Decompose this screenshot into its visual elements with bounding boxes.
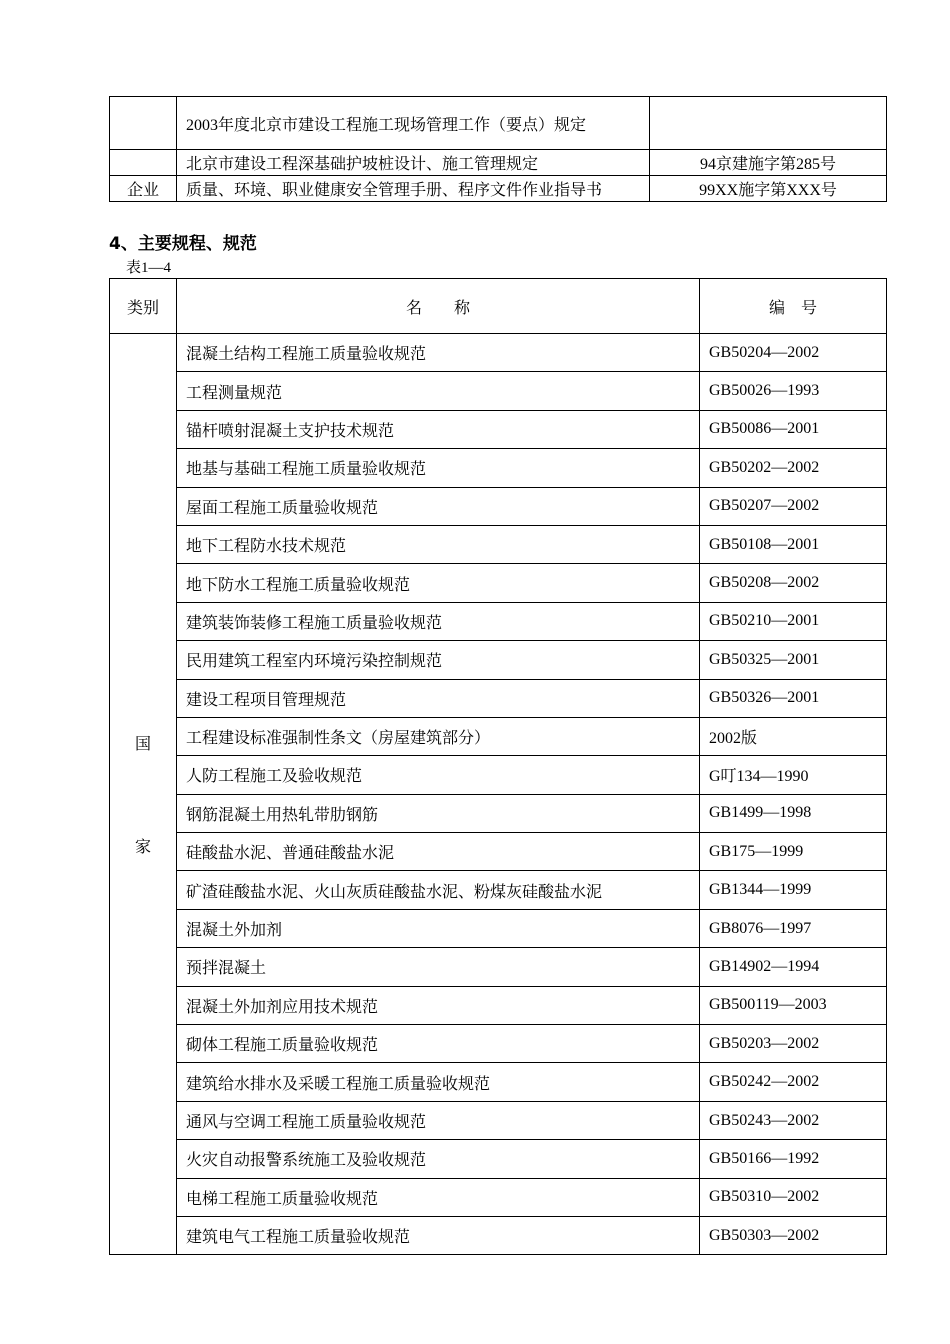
table-row: [110, 564, 887, 602]
table-row: [110, 1216, 887, 1254]
table-row: [110, 487, 887, 525]
code-cell: GB50202—2002: [700, 449, 887, 487]
code-cell: GB50166—1992: [700, 1140, 887, 1178]
code-cell: GB500119—2003: [700, 986, 887, 1024]
name-cell: 质量、环境、职业健康安全管理手册、程序文件作业指导书: [177, 176, 650, 202]
category-char: 国: [134, 736, 151, 754]
code-cell: 2002版: [700, 717, 887, 755]
table-row: [110, 1140, 887, 1178]
regulations-table-continued: [109, 96, 887, 202]
code-cell: 94京建施字第285号: [650, 150, 887, 176]
name-cell: 建筑给水排水及采暖工程施工质量验收规范: [177, 1063, 700, 1101]
name-cell: 火灾自动报警系统施工及验收规范: [177, 1140, 700, 1178]
name-cell: 人防工程施工及验收规范: [177, 756, 700, 794]
code-cell: GB50210—2001: [700, 602, 887, 640]
table-row: [110, 641, 887, 679]
table-row: [110, 449, 887, 487]
name-cell: 民用建筑工程室内环境污染控制规范: [177, 641, 700, 679]
name-cell: 通风与空调工程施工质量验收规范: [177, 1101, 700, 1139]
category-char: 家: [134, 839, 151, 857]
code-cell: GB50243—2002: [700, 1101, 887, 1139]
table-row: [110, 150, 887, 176]
table-row: [110, 1178, 887, 1216]
name-cell: 混凝土外加剂: [177, 909, 700, 947]
name-cell: 混凝土结构工程施工质量验收规范: [177, 334, 700, 372]
name-cell: 矿渣硅酸盐水泥、火山灰质硅酸盐水泥、粉煤灰硅酸盐水泥: [177, 871, 700, 909]
table-row: [110, 602, 887, 640]
name-cell: 建筑电气工程施工质量验收规范: [177, 1216, 700, 1254]
table-row: [110, 909, 887, 947]
code-cell: GB50086—2001: [700, 410, 887, 448]
code-cell: GB1499—1998: [700, 794, 887, 832]
table-row: [110, 97, 887, 150]
code-cell: GB175—1999: [700, 833, 887, 871]
table-row: [110, 410, 887, 448]
name-cell: 锚杆喷射混凝土支护技术规范: [177, 410, 700, 448]
name-cell: 钢筋混凝土用热轧带肋钢筋: [177, 794, 700, 832]
table-row: [110, 948, 887, 986]
category-cell: [110, 97, 177, 150]
table-row: [110, 833, 887, 871]
table-row: [110, 372, 887, 410]
name-cell: 电梯工程施工质量验收规范: [177, 1178, 700, 1216]
section-heading: 4、主要规程、规范: [109, 234, 257, 254]
name-cell: 预拌混凝土: [177, 948, 700, 986]
code-cell: GB50325—2001: [700, 641, 887, 679]
table-row: [110, 794, 887, 832]
name-cell: 地下防水工程施工质量验收规范: [177, 564, 700, 602]
code-cell: GB50204—2002: [700, 334, 887, 372]
header-name: 名 称: [177, 279, 700, 334]
name-cell: 砌体工程施工质量验收规范: [177, 1025, 700, 1063]
header-category: 类别: [110, 279, 177, 334]
code-cell: GB50242—2002: [700, 1063, 887, 1101]
name-cell: 2003年度北京市建设工程施工现场管理工作（要点）规定: [177, 97, 650, 150]
code-cell: GB1344—1999: [700, 871, 887, 909]
name-cell: 屋面工程施工质量验收规范: [177, 487, 700, 525]
name-cell: 建筑装饰装修工程施工质量验收规范: [177, 602, 700, 640]
table-row: [110, 1063, 887, 1101]
code-cell: G叮134—1990: [700, 756, 887, 794]
code-cell: [650, 97, 887, 150]
table-row: [110, 1025, 887, 1063]
name-cell: 工程测量规范: [177, 372, 700, 410]
code-cell: GB8076—1997: [700, 909, 887, 947]
table-header-row: [110, 279, 887, 334]
table-row: [110, 717, 887, 755]
code-cell: GB50208—2002: [700, 564, 887, 602]
code-cell: GB50207—2002: [700, 487, 887, 525]
name-cell: 建设工程项目管理规范: [177, 679, 700, 717]
table-row: [110, 1101, 887, 1139]
table-row: [110, 679, 887, 717]
table-row: [110, 756, 887, 794]
code-cell: 99XX施字第XXX号: [650, 176, 887, 202]
name-cell: 北京市建设工程深基础护坡桩设计、施工管理规定: [177, 150, 650, 176]
table-row: [110, 986, 887, 1024]
table-row: [110, 176, 887, 202]
name-cell: 混凝土外加剂应用技术规范: [177, 986, 700, 1024]
code-cell: GB50026—1993: [700, 372, 887, 410]
standards-table: [109, 278, 887, 1255]
name-cell: 地下工程防水技术规范: [177, 525, 700, 563]
name-cell: 地基与基础工程施工质量验收规范: [177, 449, 700, 487]
table-label: 表1—4: [126, 260, 172, 276]
code-cell: GB50108—2001: [700, 525, 887, 563]
category-cell-national: [110, 334, 177, 1255]
table-row: [110, 525, 887, 563]
table-row: [110, 871, 887, 909]
header-code: 编 号: [700, 279, 887, 334]
code-cell: GB50303—2002: [700, 1216, 887, 1254]
category-cell: [110, 150, 177, 176]
code-cell: GB14902—1994: [700, 948, 887, 986]
code-cell: GB50326—2001: [700, 679, 887, 717]
name-cell: 工程建设标准强制性条文（房屋建筑部分）: [177, 717, 700, 755]
category-cell: 企业: [110, 176, 177, 202]
table-row: [110, 334, 887, 372]
name-cell: 硅酸盐水泥、普通硅酸盐水泥: [177, 833, 700, 871]
code-cell: GB50310—2002: [700, 1178, 887, 1216]
code-cell: GB50203—2002: [700, 1025, 887, 1063]
